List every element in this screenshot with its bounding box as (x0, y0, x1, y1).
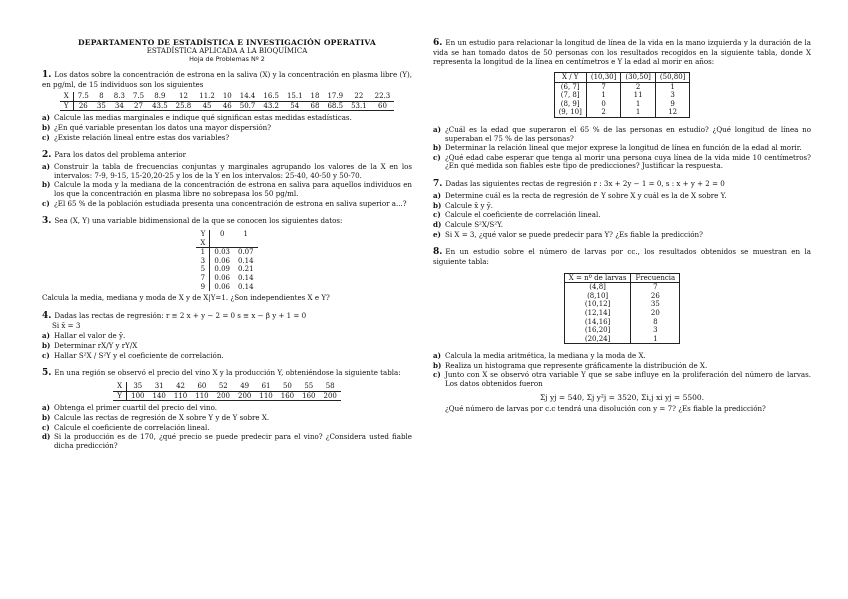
item-label: d) (433, 220, 442, 229)
item-text: Determinar rX/Y y rY/X (54, 340, 138, 350)
list-item (433, 192, 811, 201)
list-item (433, 202, 811, 211)
list-item (433, 352, 811, 361)
item-label: d) (42, 432, 51, 442)
left-column (42, 38, 412, 458)
list-item (42, 200, 412, 209)
list-item (433, 126, 811, 143)
y-value: 25.8 (175, 101, 192, 110)
frequency: 1 (631, 335, 680, 344)
cell: 0 (586, 100, 621, 109)
item-text: Hallar S²X / S²Y y el coeficiente de correlación. (54, 350, 224, 360)
interval: (12,14] (584, 309, 611, 318)
problem-number: 3. (42, 216, 52, 227)
problem-intro: En un estudio para relacionar la longitud de línea de la vida en la mano izquierda y la duración de la vida se han tomado datos de 50 personas con los resultados recogidos en la siguiente tabla, donde X representa la longitud de la línea en centímetros e Y la edad al morir en años: (433, 38, 811, 66)
list-item (433, 144, 811, 153)
interval: (4,8] (589, 283, 606, 292)
cell: 0.14 (237, 256, 254, 265)
y-value: 54 (290, 101, 300, 110)
col-header: 0 (210, 230, 234, 239)
interval: (14,16] (584, 317, 611, 326)
list-item (42, 352, 412, 361)
list-item (42, 414, 412, 423)
problem-intro: En un estudio sobre el número de larvas por cc., los resultados obtenidos se muestran en la siguiente tabla: (433, 247, 811, 267)
y-value: 68.5 (327, 101, 344, 110)
interval: (8,10] (587, 291, 609, 300)
cell: 0.14 (237, 273, 254, 282)
item-text: Construir la tabla de frecuencias conjuntas y marginales agrupando los valores de la X en los intervalos: 7-9, 9-15, 15-20,20-25 y los de la Y en los intervalos: 25-40, 40-50 y 50-70. (54, 162, 412, 180)
frequency: 26 (631, 292, 680, 301)
list-item (42, 124, 412, 133)
x-value: 8 (99, 92, 104, 101)
x-value: 14.4 (239, 92, 256, 101)
item-text: Si la producción es de 170, ¿qué precio se puede predecir para el vino? ¿Considera usted fiable dicha predicción? (54, 432, 412, 450)
problem-intro: Dadas las rectas de regresión: r ≡ 2 x + y − 2 = 0 s ≡ x − β y + 1 = 0 (54, 310, 307, 320)
y-value: 46 (222, 101, 232, 110)
cell: 0.09 (210, 265, 234, 274)
item-text: Si X = 3, ¿qué valor se puede predecir para Y? ¿Es fiable la predicción? (445, 229, 703, 239)
y-value: 43.2 (263, 101, 279, 110)
problem-intro: Para los datos del problema anterior (54, 150, 187, 160)
interval: (20,24] (584, 334, 611, 343)
row-header: 1 (200, 248, 206, 257)
item-label: a) (42, 331, 50, 341)
cell: 11 (621, 91, 656, 100)
problem-question: ¿Qué número de larvas por c.c tendrá una disolución con y = 7? ¿Es fiable la predicción? (445, 403, 766, 413)
list-item (433, 371, 811, 388)
problem-number: 1. (42, 69, 52, 80)
problem-intro: Sea (X, Y) una variable bidimensional de la que se conocen los siguientes datos: (54, 216, 343, 226)
item-label: b) (42, 180, 51, 190)
data-table-p1 (60, 92, 395, 111)
item-text: Calcule la moda y la mediana de la concentración de estrona en saliva para aquellos individuos en los que la concentración en plasma libre no sobrepasa los 50 pg/ml. (54, 180, 412, 199)
y-value: 140 (152, 391, 166, 400)
cell: 0.06 (210, 274, 234, 283)
item-label: c) (433, 370, 441, 380)
x-value: 52 (218, 382, 228, 391)
row-header: (9, 10] (558, 108, 582, 117)
sheet-title: Hoja de Problemas Nº 2 (189, 54, 265, 63)
y-value: 160 (302, 391, 316, 400)
problem-number: 4. (42, 310, 52, 321)
interval: (10,12] (584, 300, 611, 309)
list-item (433, 221, 811, 230)
problem-2 (42, 150, 412, 208)
x-value: 22.3 (374, 92, 391, 101)
y-value: 60 (377, 101, 387, 110)
col-header: X = nº de larvas (568, 273, 627, 282)
x-value: 17.9 (327, 92, 344, 101)
item-text: Junto con X se observó otra variable Y que se sabe influye en la proliferación del número de larvas. Los datos obtenidos fueron (445, 370, 811, 389)
item-label: b) (42, 340, 51, 350)
list-item (42, 342, 412, 351)
item-text: Calcule las medias marginales e indique qué significan estas medidas estadísticas. (54, 113, 352, 123)
list-item (42, 424, 412, 433)
x-value: 55 (304, 382, 314, 391)
item-text: Obtenga el primer cuartil del precio del vino. (54, 403, 217, 413)
item-text: Calcule las rectas de regresión de X sobre Y y de Y sobre X. (54, 412, 270, 422)
x-value: 60 (197, 382, 207, 391)
problem-7 (433, 179, 811, 239)
item-text: Calcula la media aritmética, la mediana y la moda de X. (445, 351, 646, 361)
x-value: 35 (127, 382, 149, 391)
cell: 9 (655, 100, 690, 109)
problem-intro: En una región se observó el precio del vino X y la producción Y, obteniéndose la siguiente tabla: (54, 368, 401, 378)
corner-y-label: Y (200, 230, 206, 239)
problem-condition: Si x̄ = 3 (52, 320, 81, 330)
item-text: Determinar la relación lineal que mejor exprese la longitud de línea en función de la edad al morir. (445, 143, 802, 153)
y-value: 100 (127, 391, 149, 401)
problem-intro: Los datos sobre la concentración de estrona en la saliva (X) y la concentración en plasma libre (Y), en pg/ml, de 15 individuos son los siguientes (42, 69, 412, 89)
data-table-p3 (196, 230, 257, 291)
problem-number: 2. (42, 150, 52, 161)
document-header (42, 38, 412, 64)
item-label: a) (433, 124, 441, 134)
problem-5 (42, 368, 412, 450)
problem-6 (433, 38, 811, 171)
x-value: 31 (154, 382, 164, 391)
item-label: a) (42, 113, 50, 123)
x-value: 10 (222, 92, 232, 101)
item-label: e) (433, 229, 441, 239)
frequency: 20 (631, 309, 680, 318)
row-label: Y (63, 101, 69, 110)
item-label: b) (42, 122, 51, 132)
row-header: 5 (200, 265, 206, 274)
row-label: X (63, 92, 69, 101)
list-item (433, 211, 811, 220)
item-label: b) (42, 412, 51, 422)
item-label: a) (42, 403, 50, 413)
list-item (42, 332, 412, 341)
list-item (42, 134, 412, 143)
list-item (433, 154, 811, 171)
y-value: 160 (280, 391, 295, 400)
item-label: c) (433, 152, 441, 162)
item-text: Calcule x̄ y ȳ. (445, 200, 493, 210)
row-label: X (117, 382, 123, 391)
cell: 0.03 (210, 248, 234, 257)
item-text: Realiza un histograma que represente gráficamente la distribución de X. (445, 360, 708, 370)
item-text: Determine cuál es la recta de regresión de Y sobre X y cuál es la de X sobre Y. (445, 191, 727, 201)
item-text: Hallar el valor de ȳ. (54, 331, 126, 341)
x-value: 61 (261, 382, 271, 391)
col-header: (30,50] (621, 73, 656, 83)
x-value: 49 (240, 382, 250, 391)
item-label: c) (42, 132, 50, 142)
y-value: 45 (202, 101, 212, 110)
item-label: b) (433, 143, 442, 153)
item-text: Calcule el coeficiente de correlación lineal. (445, 210, 601, 220)
problem-question: Calcula la media, mediana y moda de X y de X|Y=1. ¿Son independientes X e Y? (42, 293, 330, 303)
problem-4 (42, 311, 412, 361)
cell: 1 (655, 82, 690, 91)
y-value: 200 (237, 391, 252, 400)
x-value: 7.5 (132, 92, 145, 101)
x-value: 50 (282, 382, 292, 391)
cell: 0.07 (237, 248, 254, 257)
item-label: c) (433, 210, 441, 220)
cell: 2 (586, 108, 621, 117)
cell: 0.06 (210, 283, 234, 292)
list-item (433, 362, 811, 371)
cell: 1 (621, 100, 656, 109)
list-item (42, 163, 412, 180)
cell: 1 (586, 91, 621, 100)
row-header: (7, 8] (560, 91, 580, 100)
item-text: ¿Qué edad cabe esperar que tenga al morir una persona cuya línea de la vida mide 10 centímetros? ¿En qué medida son fiables este tipo de predicciones? Justificar la respuesta. (445, 152, 811, 171)
col-header: (10,30] (586, 73, 621, 83)
x-value: 22 (354, 92, 364, 101)
item-label: a) (42, 162, 50, 172)
x-value: 18 (310, 92, 320, 101)
item-text: ¿Cuál es la edad que superaron el 65 % de las personas en estudio? ¿Qué longitud de línea no superaban el 75 % de las personas? (445, 124, 811, 143)
y-value: 110 (259, 391, 273, 400)
row-header: 9 (200, 282, 206, 291)
list-item (42, 114, 412, 123)
cell: 1 (621, 108, 656, 117)
row-header: 7 (200, 273, 206, 282)
row-header: (6, 7] (560, 82, 580, 91)
item-label: b) (433, 360, 442, 370)
list-item (42, 181, 412, 198)
y-value: 200 (216, 391, 230, 400)
y-value: 68 (310, 101, 320, 110)
problem-1 (42, 70, 412, 143)
x-value: 8.3 (113, 92, 125, 101)
col-header: Frecuencia (631, 273, 680, 283)
x-value: 12 (178, 92, 188, 101)
problem-number: 5. (42, 368, 52, 379)
problem-number: 7. (433, 179, 443, 190)
y-value: 34 (114, 101, 124, 110)
row-header: (8, 9] (560, 99, 580, 108)
item-label: b) (433, 200, 442, 210)
right-column (433, 38, 811, 421)
y-value: 43.5 (152, 101, 168, 110)
x-value: 11.2 (199, 92, 215, 101)
data-table-p6 (554, 72, 691, 118)
y-value: 26 (73, 101, 93, 111)
y-value: 50.7 (239, 101, 256, 110)
problem-intro: Dadas las siguientes rectas de regresión r : 3x + 2y − 1 = 0, s : x + y + 2 = 0 (445, 179, 725, 189)
item-text: Calcule S²X/S²Y. (445, 220, 504, 229)
data-table-p5 (113, 382, 341, 401)
item-label: a) (433, 351, 441, 361)
course-title: ESTADÍSTICA APLICADA A LA BIOQUÍMICA (146, 47, 308, 56)
y-value: 200 (323, 391, 337, 400)
col-header: (50,80] (655, 73, 690, 83)
x-value: 42 (176, 382, 185, 391)
item-text: Calcule el coeficiente de correlación lineal. (54, 422, 210, 432)
list-item (42, 433, 412, 450)
interval: (16,20] (584, 326, 611, 335)
list-item (433, 231, 811, 240)
sum-equations: Σj yj = 540, Σj y²j = 3520, Σi,j xi yj = 5500. (539, 392, 705, 402)
y-value: 110 (195, 391, 209, 400)
y-value: 110 (173, 391, 188, 400)
item-text: ¿En qué variable presentan los datos una mayor dispersión? (54, 122, 272, 132)
cell: 0.14 (237, 282, 254, 291)
x-value: 58 (325, 382, 335, 391)
frequency: 35 (631, 300, 680, 309)
cell: 0.21 (237, 265, 254, 274)
problem-8 (433, 247, 811, 413)
x-value: 7.5 (73, 92, 93, 101)
data-table-p8 (564, 273, 680, 344)
y-value: 53.1 (351, 101, 367, 110)
y-value: 35 (96, 101, 106, 110)
corner-label: X / Y (562, 73, 579, 82)
list-item (42, 404, 412, 413)
problem-number: 6. (433, 38, 443, 48)
cell: 7 (586, 82, 621, 91)
cell: 3 (655, 91, 690, 100)
item-label: c) (42, 422, 50, 432)
x-value: 15.1 (286, 92, 303, 101)
frequency: 8 (631, 318, 680, 327)
col-header: 1 (243, 230, 249, 239)
cell: 0.06 (210, 257, 234, 266)
corner-x-label: X (200, 238, 206, 247)
problem-3 (42, 216, 412, 302)
item-label: a) (433, 191, 441, 201)
item-label: c) (42, 198, 50, 208)
cell: 2 (621, 82, 656, 91)
row-header: 3 (200, 256, 206, 265)
x-value: 16.5 (263, 92, 279, 101)
problem-number: 8. (433, 247, 443, 258)
item-text: ¿Existe relación lineal entre estas dos variables? (54, 132, 230, 142)
item-text: ¿El 65 % de la población estudiada presenta una concentración de estrona en saliva superior a...? (54, 198, 407, 208)
item-label: c) (42, 350, 50, 360)
row-label: Y (117, 391, 122, 400)
frequency: 3 (631, 326, 680, 335)
x-value: 8.9 (154, 92, 166, 101)
frequency: 7 (631, 283, 680, 292)
cell: 12 (655, 108, 690, 117)
department-title: DEPARTAMENTO DE ESTADÍSTICA E INVESTIGACIÓN OPERATIVA (78, 38, 376, 47)
y-value: 27 (134, 101, 143, 110)
